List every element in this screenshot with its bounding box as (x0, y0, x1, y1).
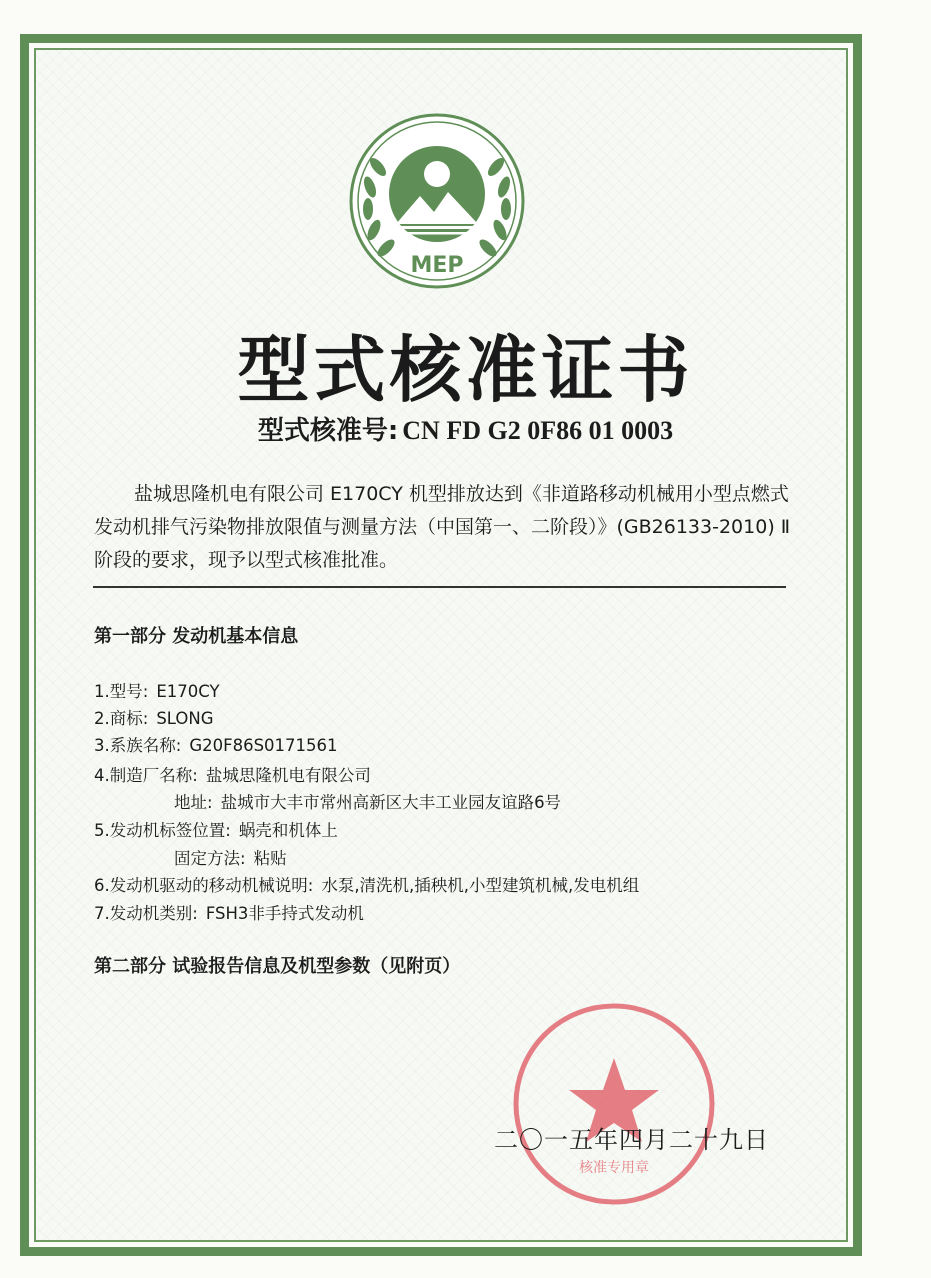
section1-title: 第一部分 发动机基本信息 (94, 626, 299, 647)
section2-title: 第二部分 试验报告信息及机型参数（见附页） (94, 956, 461, 977)
certificate-number (0, 410, 931, 447)
info-label-position: 5.发动机标签位置: 蜗壳和机体上 (94, 821, 338, 840)
info-trademark: 2.商标: SLONG (94, 709, 214, 728)
certificate-title: 型式核准证书 (237, 327, 694, 412)
seal-bottom-text: 核准专用章 (579, 1160, 649, 1176)
certificate-number-label: 型式核准号: (257, 416, 399, 446)
info-manufacturer: 4.制造厂名称: 盐城思隆机电有限公司 (94, 766, 371, 785)
official-seal-stamp (510, 1000, 718, 1208)
emblem-text: MEP (410, 253, 464, 278)
approval-statement: 盐城思隆机电有限公司 E170CY 机型排放达到《非道路移动机械用小型点燃式发动机排气污染物排放限值与测量方法（中国第一、二阶段）》(GB26133-2010) Ⅱ 阶段的要求，现予以型式核准批准。 (94, 483, 791, 571)
info-fixing-method: 固定方法: 粘贴 (174, 849, 287, 868)
certificate-number-value: CN FD G2 0F86 01 0003 (402, 416, 674, 445)
info-model: 1.型号: E170CY (94, 682, 220, 701)
mep-emblem-logo (348, 112, 526, 290)
divider-line (93, 586, 786, 588)
info-engine-category: 7.发动机类别: FSH3非手持式发动机 (94, 904, 364, 923)
issue-date: 二〇一五年四月二十九日 (494, 1126, 769, 1154)
info-driven-machinery: 6.发动机驱动的移动机械说明: 水泵,清洗机,插秧机,小型建筑机械,发电机组 (94, 876, 640, 895)
info-family-name: 3.系族名称: G20F86S0171561 (94, 736, 338, 755)
info-address: 地址: 盐城市大丰市常州高新区大丰工业园友谊路6号 (174, 793, 562, 812)
